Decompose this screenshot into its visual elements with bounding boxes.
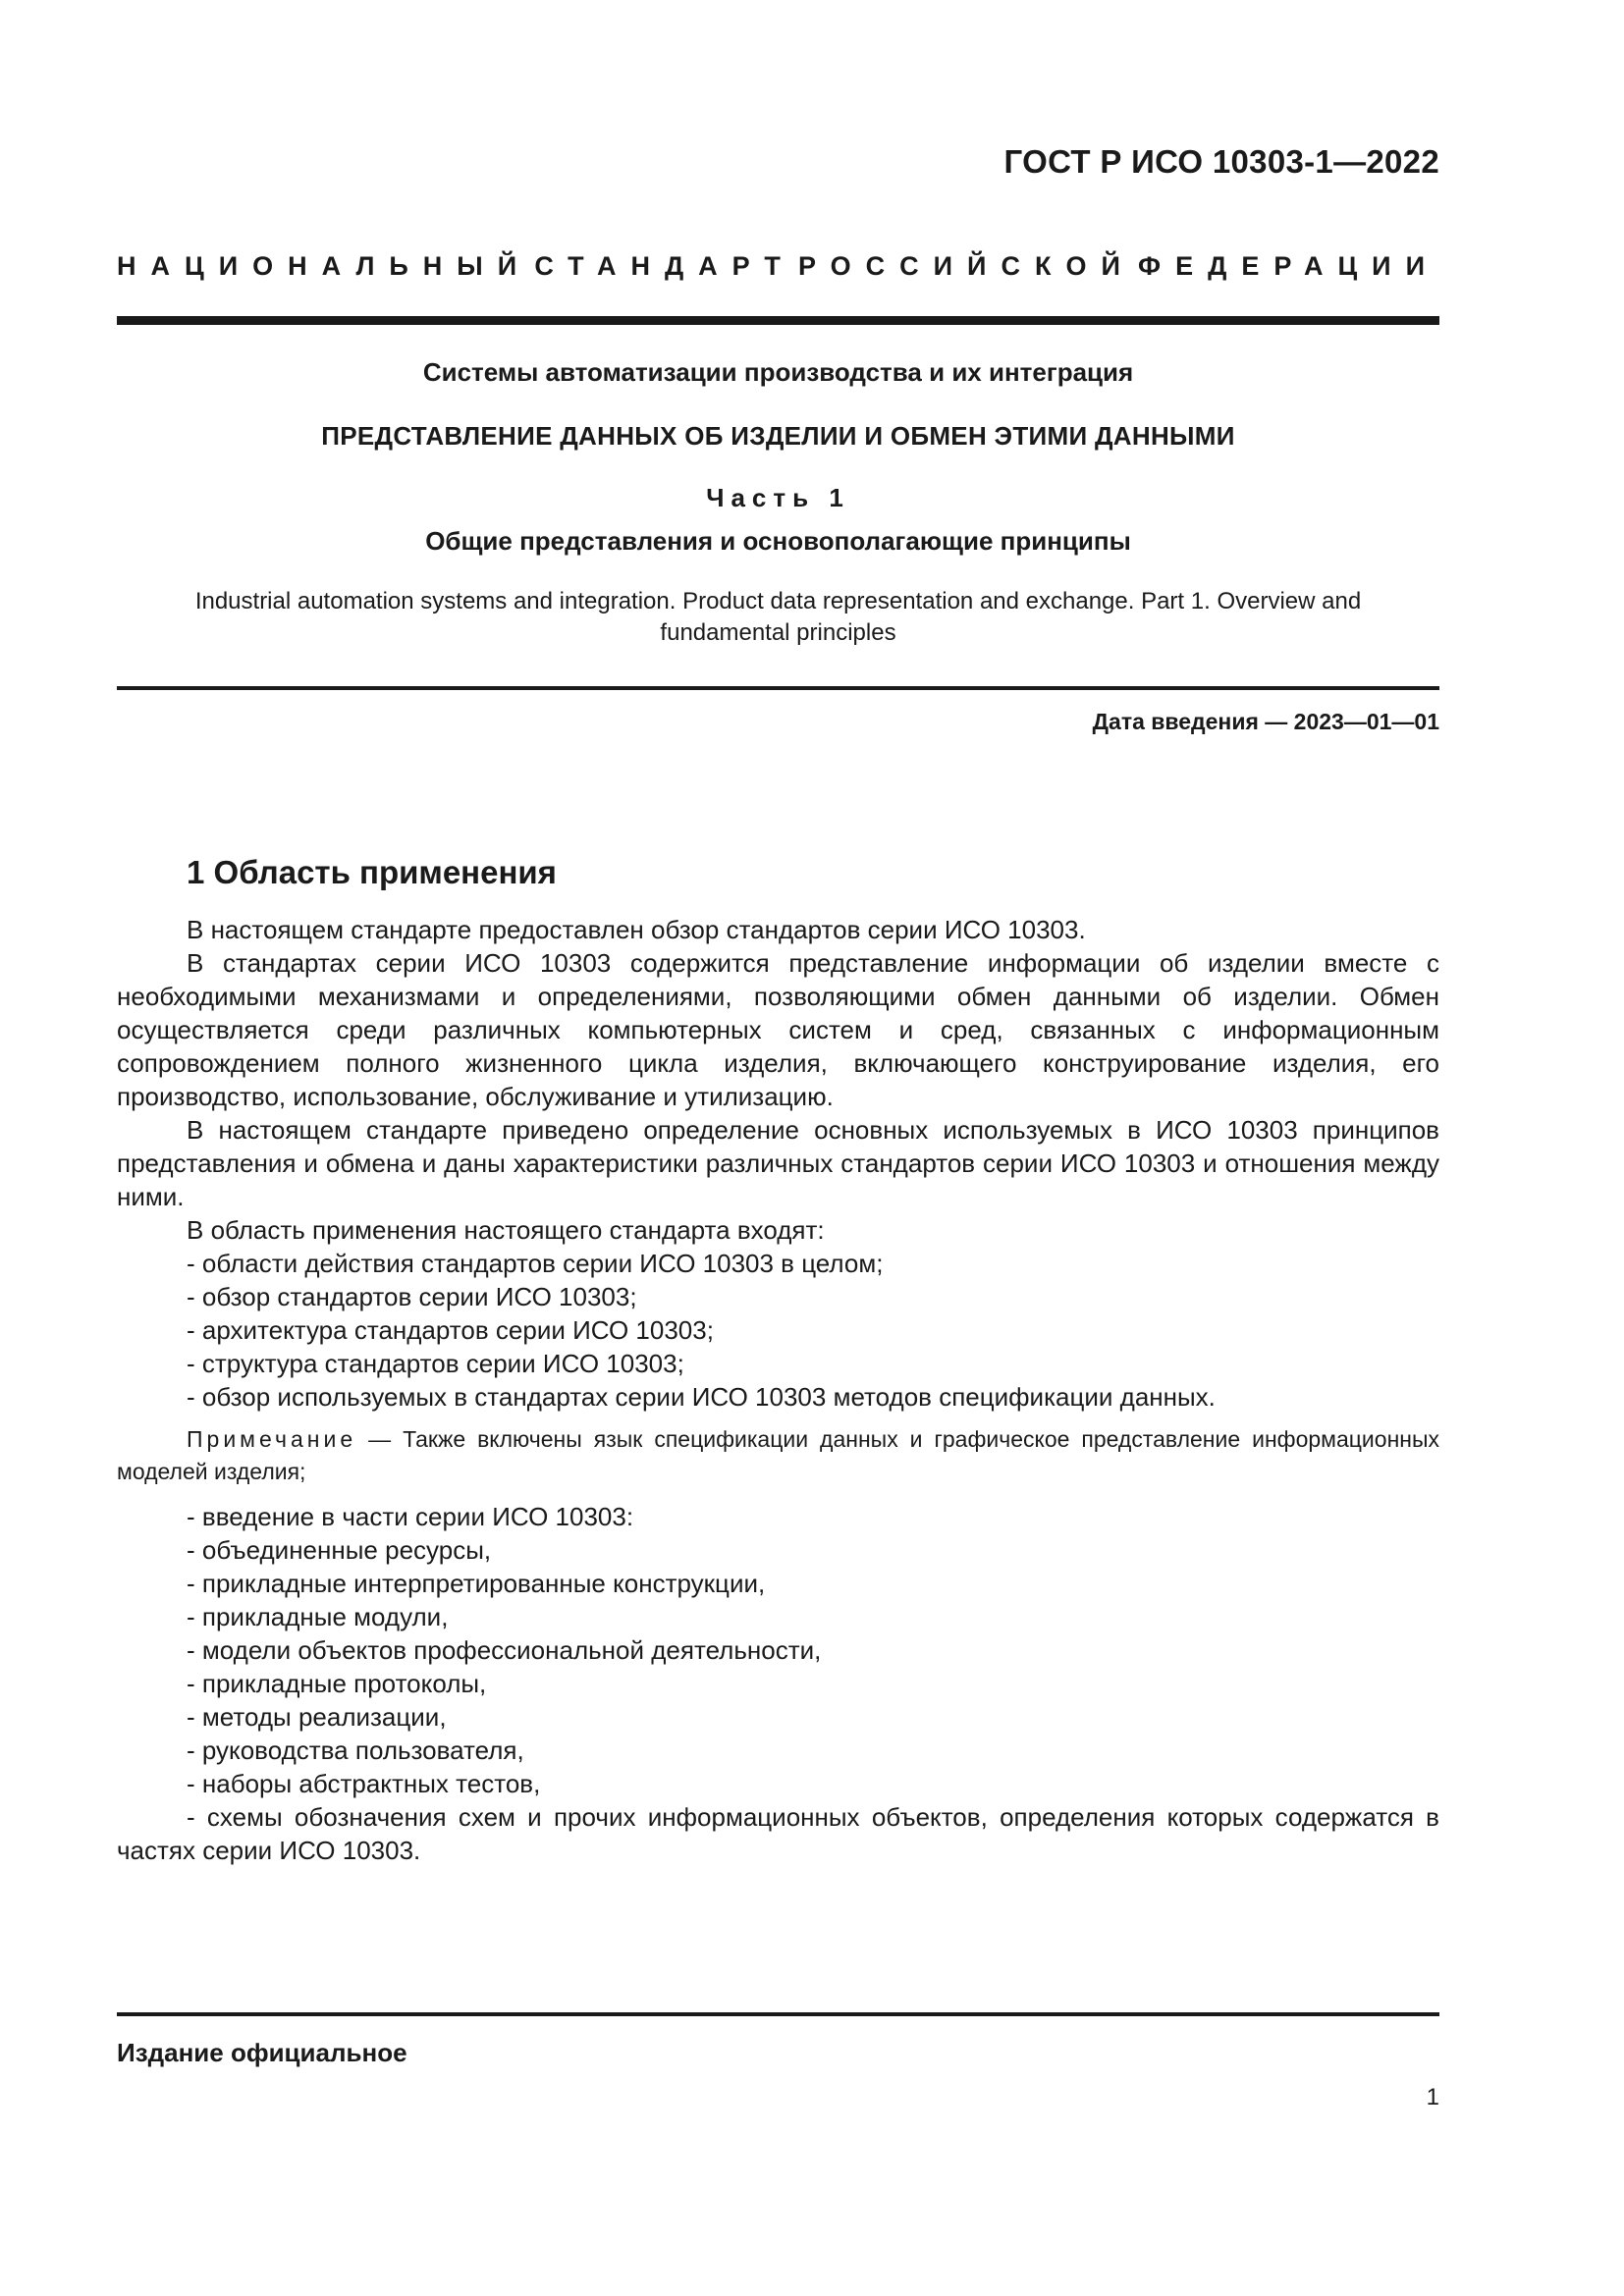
footer-divider (117, 2012, 1439, 2016)
standard-designation: ГОСТ Р ИСО 10303-1—2022 (1003, 143, 1439, 180)
paragraph: В настоящем стандарте предоставлен обзор стандартов серии ИСО 10303. (187, 915, 1086, 944)
list-item: - прикладные интерпретированные конструкции, (187, 1569, 766, 1598)
section-heading: 1 Область применения (187, 854, 557, 890)
banner-word: РОССИЙСКОЙ (798, 251, 1135, 281)
list-item: - введение в части серии ИСО 10303: (187, 1502, 634, 1531)
official-edition-label: Издание официальное (117, 2038, 407, 2067)
list-item: - методы реализации, (187, 1702, 447, 1732)
list-item: - модели объектов профессиональной деятельности, (187, 1635, 822, 1665)
title-systems: Системы автоматизации производства и их интеграция (422, 357, 1134, 387)
list-item: - прикладные протоколы, (187, 1669, 487, 1698)
note-label: Примечание (187, 1426, 357, 1452)
note-text: — Также включены язык спецификации данных и графическое представление информационных моделей изделия; (117, 1426, 1439, 1484)
banner-word: НАЦИОНАЛЬНЫЙ (117, 251, 532, 281)
list-item: - обзор используемых в стандартах серии ИСО 10303 методов спецификации данных. (187, 1382, 1216, 1412)
list-item: - прикладные модули, (187, 1602, 449, 1631)
list-item: - схемы обозначения схем и прочих информационных объектов, определения которых содержатся в частях серии ИСО 10303. (117, 1802, 1439, 1865)
paragraph: В область применения настоящего стандарта входят: (187, 1215, 825, 1245)
national-standard-banner (117, 251, 1439, 282)
list-item: - объединенные ресурсы, (187, 1535, 492, 1565)
paragraph: В стандартах серии ИСО 10303 содержится представление информации об изделии вместе с необходимыми механизмами и определениями, позволяющими обмен данными об изделии. Обмен осуществляется среди различных компьютерных систем и сред, связанных с информационным сопровождением полного жизненного цикла изделия, включающего конструирование изделия, его производство, использование, обслуживание и утилизацию. (117, 948, 1439, 1111)
list-item: - структура стандартов серии ИСО 10303; (187, 1349, 684, 1378)
title-part: Часть 1 (706, 483, 850, 512)
page-number: 1 (1426, 2084, 1439, 2110)
banner-word: СТАНДАРТ (534, 251, 795, 281)
date-of-introduction: Дата введения — 2023—01—01 (1092, 709, 1439, 734)
section-body (117, 913, 1439, 1867)
list-item: - руководства пользователя, (187, 1735, 524, 1765)
list-item: - архитектура стандартов серии ИСО 10303; (187, 1315, 714, 1345)
list-item: - наборы абстрактных тестов, (187, 1769, 541, 1798)
paragraph: В настоящем стандарте приведено определение основных используемых в ИСО 10303 принципов представления и обмена и даны характеристики различных стандартов серии ИСО 10303 и отношения между ними. (117, 1115, 1439, 1211)
title-divider (117, 686, 1439, 690)
title-main: ПРЕДСТАВЛЕНИЕ ДАННЫХ ОБ ИЗДЕЛИИ И ОБМЕН ЭТИМИ ДАННЫМИ (321, 421, 1235, 451)
list-item: - обзор стандартов серии ИСО 10303; (187, 1282, 637, 1311)
title-subtitle: Общие представления и основополагающие принципы (425, 526, 1131, 556)
banner-word: ФЕДЕРАЦИИ (1138, 251, 1439, 281)
header-divider (117, 316, 1439, 325)
list-item: - области действия стандартов серии ИСО 10303 в целом; (187, 1249, 884, 1278)
title-english: Industrial automation systems and integration. Product data representation and exchange. Part 1. Overview and fundamental principles (194, 588, 1362, 646)
note (117, 1423, 1439, 1488)
